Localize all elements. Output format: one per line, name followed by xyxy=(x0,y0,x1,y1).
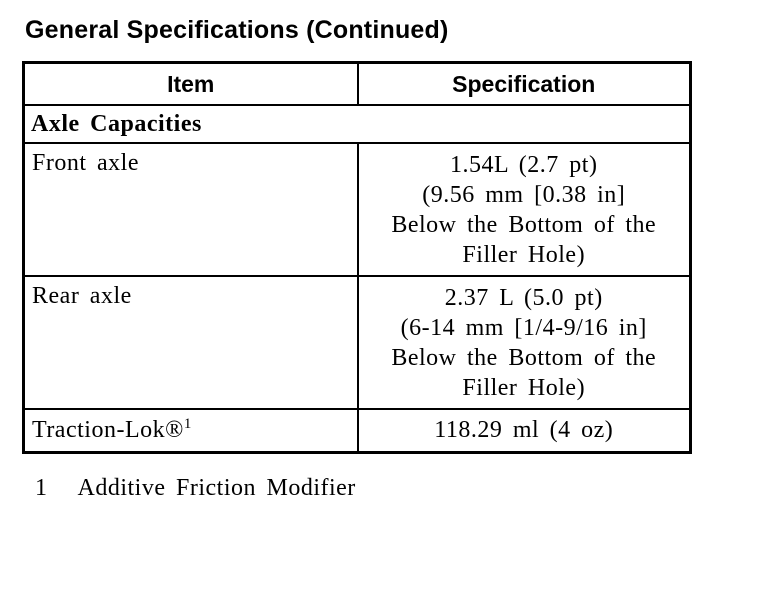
footnote-text: Additive Friction Modifier xyxy=(77,474,356,501)
column-header-specification: Specification xyxy=(358,63,691,106)
footnote xyxy=(35,475,768,502)
spec-line: 2.37 L (5.0 pt) xyxy=(444,285,603,311)
spec-value-traction-lok xyxy=(358,409,691,452)
spec-line: (6-14 mm [1/4-9/16 in] xyxy=(400,315,647,341)
spec-line: Below the Bottom of the xyxy=(391,345,657,371)
item-label-traction-lok xyxy=(24,409,358,452)
page-title: General Specifications (Continued) xyxy=(25,16,449,44)
section-title: Axle Capacities xyxy=(24,105,691,143)
footnote-marker: 1 xyxy=(35,474,48,501)
spec-line: 1.54L (2.7 pt) xyxy=(450,152,598,178)
spec-value-rear-axle xyxy=(358,276,691,409)
item-label-rear-axle: Rear axle xyxy=(24,276,358,409)
spec-line: Below the Bottom of the xyxy=(391,212,657,238)
specifications-table xyxy=(22,61,692,454)
table-header-row xyxy=(24,63,691,106)
table-row-front-axle xyxy=(24,143,691,276)
spec-line: Filler Hole) xyxy=(462,375,586,401)
table-row-rear-axle xyxy=(24,276,691,409)
column-header-item: Item xyxy=(24,63,358,106)
footnote-reference-superscript: 1 xyxy=(183,416,192,433)
section-row xyxy=(24,105,691,143)
spec-line: Filler Hole) xyxy=(462,242,586,268)
table-row-traction-lok xyxy=(24,409,691,452)
spec-line: (9.56 mm [0.38 in] xyxy=(422,182,626,208)
item-label-front-axle: Front axle xyxy=(24,143,358,276)
item-text: Traction-Lok® xyxy=(32,417,184,444)
spec-value-front-axle xyxy=(358,143,691,276)
spec-line: 118.29 ml (4 oz) xyxy=(434,417,614,444)
